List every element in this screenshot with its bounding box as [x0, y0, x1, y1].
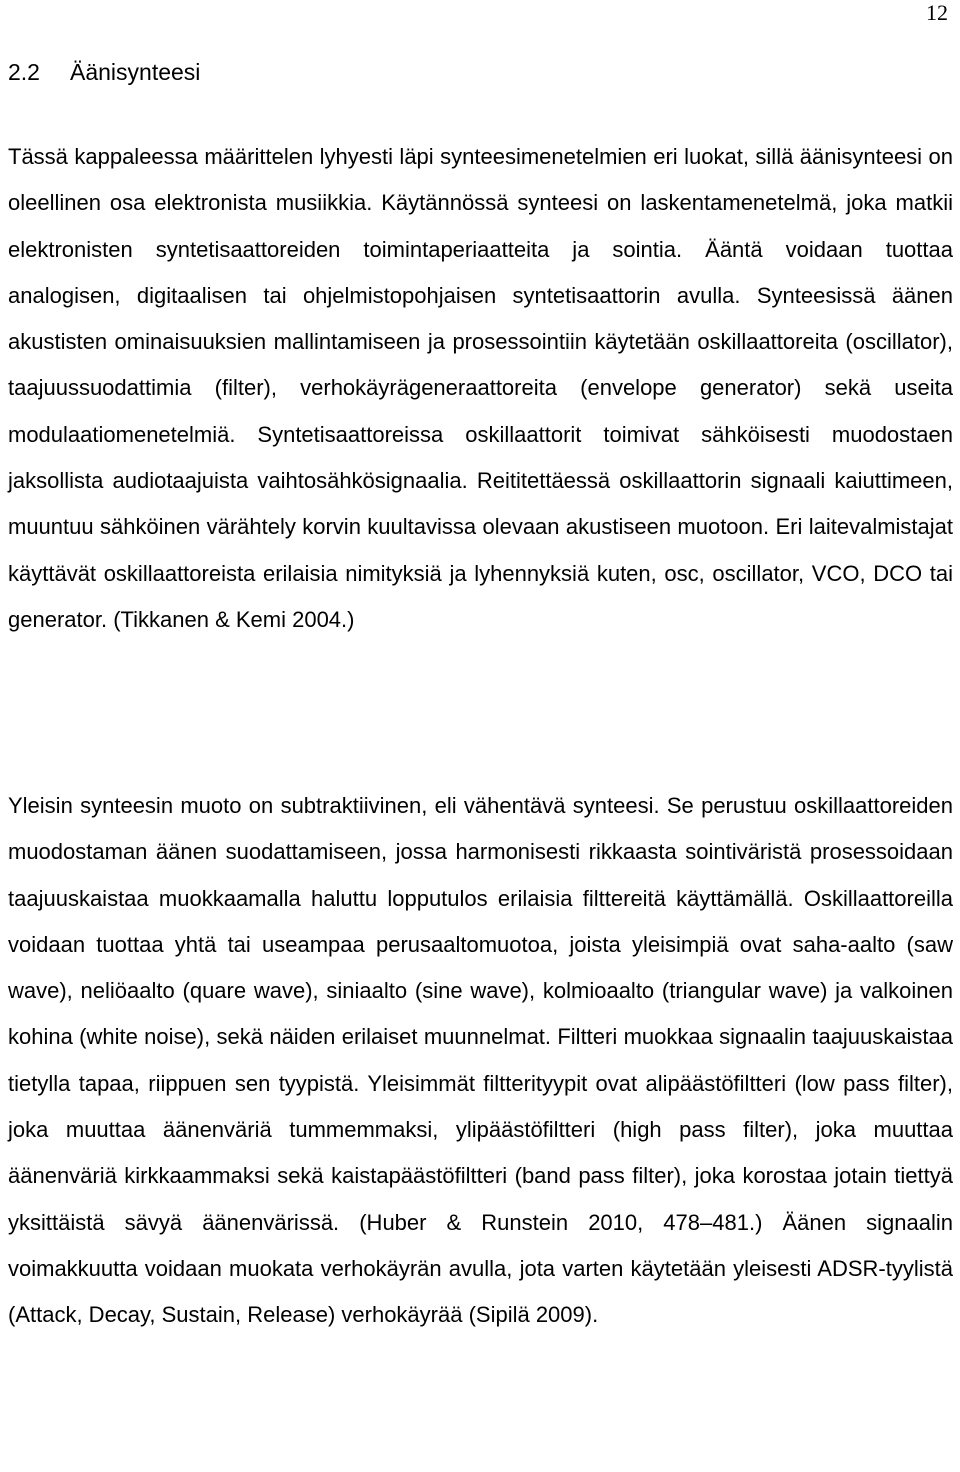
body-paragraph: Tässä kappaleessa määrittelen lyhyesti läpi synteesimenetelmien eri luokat, sillä äänisynteesi on oleellinen osa elektronista musiikkia. Käytännössä synteesi on laskentamenetelmä, joka matkii elektronisten syntetisaattoreiden toimintaperiaatteita ja sointia. Ääntä voidaan tuottaa analogisen, digitaalisen tai ohjelmistopohjaisen syntetisaattorin avulla. Synteesissä äänen akustisten ominaisuuksien mallintamiseen ja prosessointiin käytetään oskillaattoreita (oscillator), taajuussuodattimia (filter), verhokäyrägeneraattoreita (envelope generator) sekä useita modulaatiomenetelmiä. Syntetisaattoreissa oskillaattorit toimivat sähköisesti muodostaen jaksollista audiotaajuista vaihtosähkösignaalia. Reititettäessä oskillaattorin signaali kaiuttimeen, muuntuu sähköinen värähtely korvin kuultavissa olevaan akustiseen muotoon. Eri laitevalmistajat käyttävät oskillaattoreista erilaisia nimityksiä ja lyhennyksiä kuten, osc, oscillator, VCO, DCO tai generator. (Tikkanen & Kemi 2004.): [8, 144, 953, 632]
section-title: Äänisynteesi: [70, 59, 201, 85]
section-number: 2.2: [8, 59, 40, 85]
page-number: 12: [926, 0, 948, 25]
section-heading: [8, 56, 200, 88]
body-paragraph: Yleisin synteesin muoto on subtraktiivinen, eli vähentävä synteesi. Se perustuu oskillaattoreiden muodostaman äänen suodattamiseen, jossa harmonisesti rikkaasta sointiväristä prosessoidaan taajuuskaistaa muokkaamalla haluttu lopputulos erilaisia filttereitä käyttämällä. Oskillaattoreilla voidaan tuottaa yhtä tai useampaa perusaaltomuotoa, joista yleisimpiä ovat saha-aalto (saw wave), neliöaalto (quare wave), siniaalto (sine wave), kolmioaalto (triangular wave) ja valkoinen kohina (white noise), sekä näiden erilaiset muunnelmat. Filtteri muokkaa signaalin taajuuskaistaa tietylla tapaa, riippuen sen tyypistä. Yleisimmät filtterityypit ovat alipäästöfiltteri (low pass filter), joka muuttaa äänenväriä tummemmaksi, ylipäästöfiltteri (high pass filter), joka muuttaa äänenväriä kirkkaammaksi sekä kaistapäästöfiltteri (band pass filter), joka korostaa jotain tiettyä yksittäistä sävyä äänenvärissä. (Huber & Runstein 2010, 478–481.) Äänen signaalin voimakkuutta voidaan muokata verhokäyrän avulla, jota varten käytetään yleisesti ADSR-tyylistä (Attack, Decay, Sustain, Release) verhokäyrää (Sipilä 2009).: [8, 793, 953, 1328]
